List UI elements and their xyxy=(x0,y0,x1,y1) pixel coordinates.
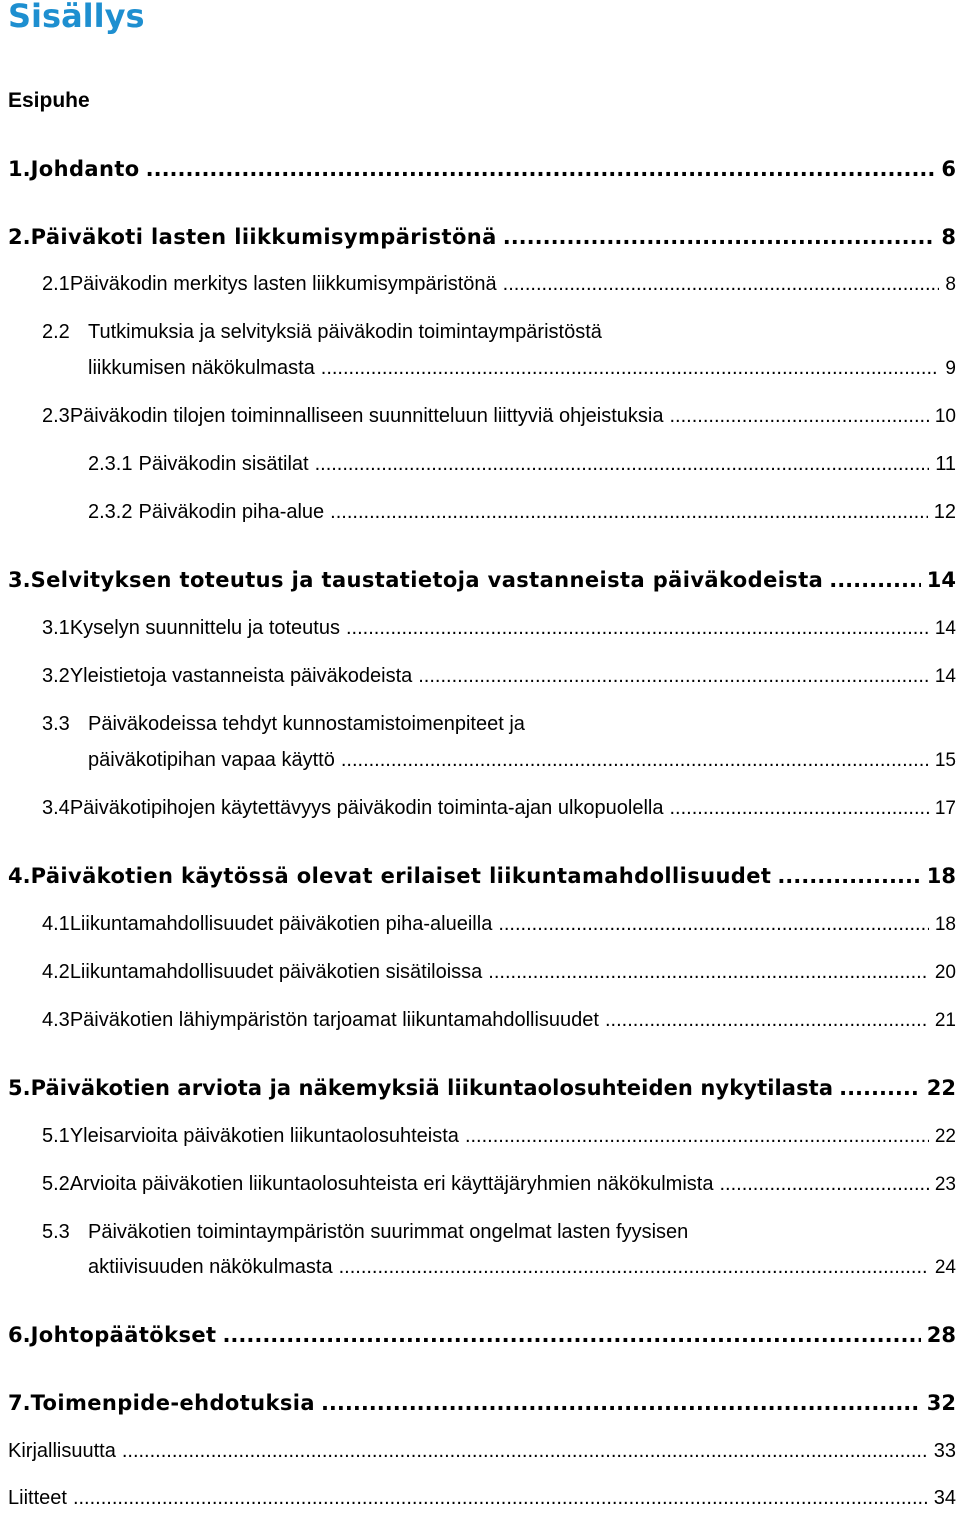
toc-entry-page: 8 xyxy=(941,225,956,249)
toc-leader-dots xyxy=(465,1121,929,1151)
toc-entry-number: 4.2 xyxy=(42,961,70,983)
toc-leader-dots xyxy=(669,401,928,431)
toc-entry-chapter-5[interactable] xyxy=(8,1073,956,1103)
toc-entry-section-2-3[interactable] xyxy=(42,401,956,431)
toc-entry-page: 14 xyxy=(934,618,956,639)
toc-entry-number: 3.2 xyxy=(42,665,70,687)
toc-entry-chapter-7[interactable] xyxy=(8,1388,956,1418)
toc-entry-label: Arvioita päiväkotien liikuntaolosuhteista eri käyttäjäryhmien näkökulmista xyxy=(69,1173,714,1195)
toc-entry-label: Yleistietoja vastanneista päiväkodeista xyxy=(69,665,413,687)
toc-entry-number: 5.1 xyxy=(42,1125,70,1147)
toc-entry-label: Liikuntamahdollisuudet päiväkotien sisätiloissa xyxy=(69,961,483,983)
toc-entry-label-continued: aktiivisuuden näkökulmasta xyxy=(88,1256,333,1278)
toc-leader-dots xyxy=(321,1388,921,1418)
toc-entry-label: Kirjallisuutta xyxy=(8,1440,116,1462)
toc-entry-label: Yleisarvioita päiväkotien liikuntaolosuhteista xyxy=(69,1125,459,1147)
toc-leader-dots xyxy=(777,861,920,891)
toc-entry-label: Päiväkotien toimintaympäristön suurimmat ongelmat lasten fyysisen xyxy=(88,1221,689,1243)
toc-leader-dots xyxy=(146,154,936,184)
toc-entry-label: Selvityksen toteutus ja taustatietoja vastanneista päiväkodeista xyxy=(30,568,824,592)
toc-entry-section-3-2[interactable] xyxy=(42,661,956,691)
toc-leader-dots xyxy=(503,269,940,299)
toc-entry-chapter-3[interactable] xyxy=(8,565,956,595)
toc-entry-subsection-2-3-1[interactable] xyxy=(88,449,956,479)
toc-entry-section-5-1[interactable] xyxy=(42,1121,956,1151)
toc-entry-page: 32 xyxy=(926,1391,956,1415)
toc-entry-number: 3.3 xyxy=(42,713,70,735)
toc-entry-number: 1. xyxy=(8,157,31,181)
toc-entry-number: 5.3 xyxy=(42,1221,70,1243)
toc-entry-subsection-2-3-2[interactable] xyxy=(88,497,956,527)
toc-entry-label: Päiväkoti lasten liikkumisympäristönä xyxy=(30,225,497,249)
toc-leader-dots xyxy=(719,1169,928,1199)
toc-entry-number: 5.2 xyxy=(42,1173,70,1195)
toc-entry-label: Johtopäätökset xyxy=(30,1323,217,1347)
toc-leader-dots xyxy=(339,1252,929,1282)
toc-entry-page: 33 xyxy=(933,1440,956,1462)
toc-leader-dots xyxy=(315,449,930,479)
toc-entry-number: 2.3 xyxy=(42,405,70,427)
toc-entry-label: Liikuntamahdollisuudet päiväkotien piha-alueilla xyxy=(69,913,493,935)
toc-entry-page: 23 xyxy=(934,1174,956,1195)
toc-entry-page: 17 xyxy=(934,798,956,819)
toc-leader-dots xyxy=(498,909,929,939)
toc-entry-page: 8 xyxy=(945,274,956,295)
toc-entry-section-3-3[interactable] xyxy=(88,745,956,775)
toc-entry-page: 24 xyxy=(934,1257,956,1278)
toc-entry-page: 14 xyxy=(934,666,956,687)
toc-entry-page: 9 xyxy=(945,358,956,379)
toc-entry-section-2-1[interactable] xyxy=(42,269,956,299)
toc-entry-label-continued: liikkumisen näkökulmasta xyxy=(88,357,315,379)
toc-entry-number: 3.1 xyxy=(42,617,70,639)
toc-leader-dots xyxy=(222,1320,920,1350)
toc-entry-number: 4. xyxy=(8,864,31,888)
toc-entry-section-5-3-line1[interactable] xyxy=(42,1217,688,1247)
toc-leader-dots xyxy=(503,222,936,252)
toc-entry-page: 22 xyxy=(934,1126,956,1147)
toc-entry-section-4-2[interactable] xyxy=(42,957,956,987)
toc-entry-label: Liitteet xyxy=(8,1487,67,1509)
toc-entry-section-3-3-line1[interactable] xyxy=(42,709,525,739)
toc-entry-number: 2. xyxy=(8,225,31,249)
toc-entry-label: Päiväkodin tilojen toiminnalliseen suunnitteluun liittyviä ohjeistuksia xyxy=(69,405,664,427)
toc-entry-label: Päiväkodin piha-alue xyxy=(138,501,325,523)
toc-entry-label: Päiväkodeissa tehdyt kunnostamistoimenpiteet ja xyxy=(88,713,525,735)
toc-entry-number: 4.3 xyxy=(42,1009,70,1031)
toc-leader-dots xyxy=(418,661,929,691)
toc-entry-page: 18 xyxy=(926,864,956,888)
toc-entry-label: Päiväkotien arviota ja näkemyksiä liikuntaolosuhteiden nykytilasta xyxy=(30,1076,834,1100)
toc-entry-label: Johdanto xyxy=(30,157,140,181)
page-title: Sisällys xyxy=(8,0,145,35)
toc-entry-number: 2.2 xyxy=(42,321,70,343)
toc-entry-chapter-4[interactable] xyxy=(8,861,956,891)
toc-leader-dots xyxy=(829,565,921,595)
toc-entry-number: 2.1 xyxy=(42,273,70,295)
toc-entry-section-5-3[interactable] xyxy=(88,1252,956,1282)
toc-entry-section-4-3[interactable] xyxy=(42,1005,956,1035)
toc-entry-section-4-1[interactable] xyxy=(42,909,956,939)
toc-leader-dots xyxy=(122,1436,928,1466)
toc-entry-label: Päiväkodin sisätilat xyxy=(138,453,309,475)
toc-entry-number: 2.3.2 xyxy=(88,501,133,523)
toc-entry-page: 20 xyxy=(934,962,956,983)
toc-entry-chapter-2[interactable] xyxy=(8,222,956,252)
toc-leader-dots xyxy=(605,1005,929,1035)
toc-entry-number: 4.1 xyxy=(42,913,70,935)
toc-entry-number: 5. xyxy=(8,1076,31,1100)
toc-entry-label: Päiväkotipihojen käytettävyys päiväkodin toiminta-ajan ulkopuolella xyxy=(69,797,664,819)
toc-leader-dots xyxy=(839,1073,921,1103)
toc-leader-dots xyxy=(341,745,929,775)
toc-entry-section-5-2[interactable] xyxy=(42,1169,956,1199)
toc-entry-page: 10 xyxy=(934,406,956,427)
toc-entry-chapter-6[interactable] xyxy=(8,1320,956,1350)
toc-entry-preface[interactable] xyxy=(8,86,956,116)
toc-leader-dots xyxy=(73,1483,928,1513)
toc-entry-label: Tutkimuksia ja selvityksiä päiväkodin toimintaympäristöstä xyxy=(88,321,602,343)
toc-entry-page: 22 xyxy=(926,1076,956,1100)
toc-entry-chapter-1[interactable] xyxy=(8,154,956,184)
toc-leader-dots xyxy=(346,613,929,643)
toc-entry-label: Kyselyn suunnittelu ja toteutus xyxy=(69,617,340,639)
toc-entry-page: 12 xyxy=(933,501,956,523)
toc-entry-label: Päiväkotien lähiympäristön tarjoamat liikuntamahdollisuudet xyxy=(69,1009,599,1031)
toc-entry-page: 21 xyxy=(934,1010,956,1031)
toc-leader-dots xyxy=(488,957,929,987)
toc-entry-section-3-4[interactable] xyxy=(42,793,956,823)
toc-entry-number: 2.3.1 xyxy=(88,453,133,475)
toc-entry-section-2-2-line1[interactable] xyxy=(42,317,602,347)
toc-entry-number: 7. xyxy=(8,1391,31,1415)
toc-entry-section-2-2[interactable] xyxy=(88,353,956,383)
toc-entry-number: 3. xyxy=(8,568,31,592)
toc-entry-appendices[interactable] xyxy=(8,1483,956,1513)
toc-entry-number: 6. xyxy=(8,1323,31,1347)
toc-entry-page: 14 xyxy=(926,568,956,592)
toc-entry-page: 28 xyxy=(926,1323,956,1347)
toc-leader-dots xyxy=(321,353,940,383)
toc-entry-page: 34 xyxy=(933,1487,956,1509)
toc-entry-number: 3.4 xyxy=(42,797,70,819)
toc-entry-page: 6 xyxy=(941,157,956,181)
toc-entry-references[interactable] xyxy=(8,1436,956,1466)
toc-entry-page: 15 xyxy=(934,750,956,771)
toc-entry-label: Päiväkodin merkitys lasten liikkumisympäristönä xyxy=(69,273,497,295)
toc-entry-label: Esipuhe xyxy=(8,89,90,112)
toc-entry-label: Päiväkotien käytössä olevat erilaiset liikuntamahdollisuudet xyxy=(30,864,772,888)
toc-leader-dots xyxy=(330,497,928,527)
toc-entry-page: 18 xyxy=(934,914,956,935)
toc-entry-page: 11 xyxy=(935,453,956,475)
toc-entry-label: Toimenpide-ehdotuksia xyxy=(30,1391,315,1415)
toc-entry-label-continued: päiväkotipihan vapaa käyttö xyxy=(88,749,335,771)
toc-leader-dots xyxy=(670,793,929,823)
toc-entry-section-3-1[interactable] xyxy=(42,613,956,643)
